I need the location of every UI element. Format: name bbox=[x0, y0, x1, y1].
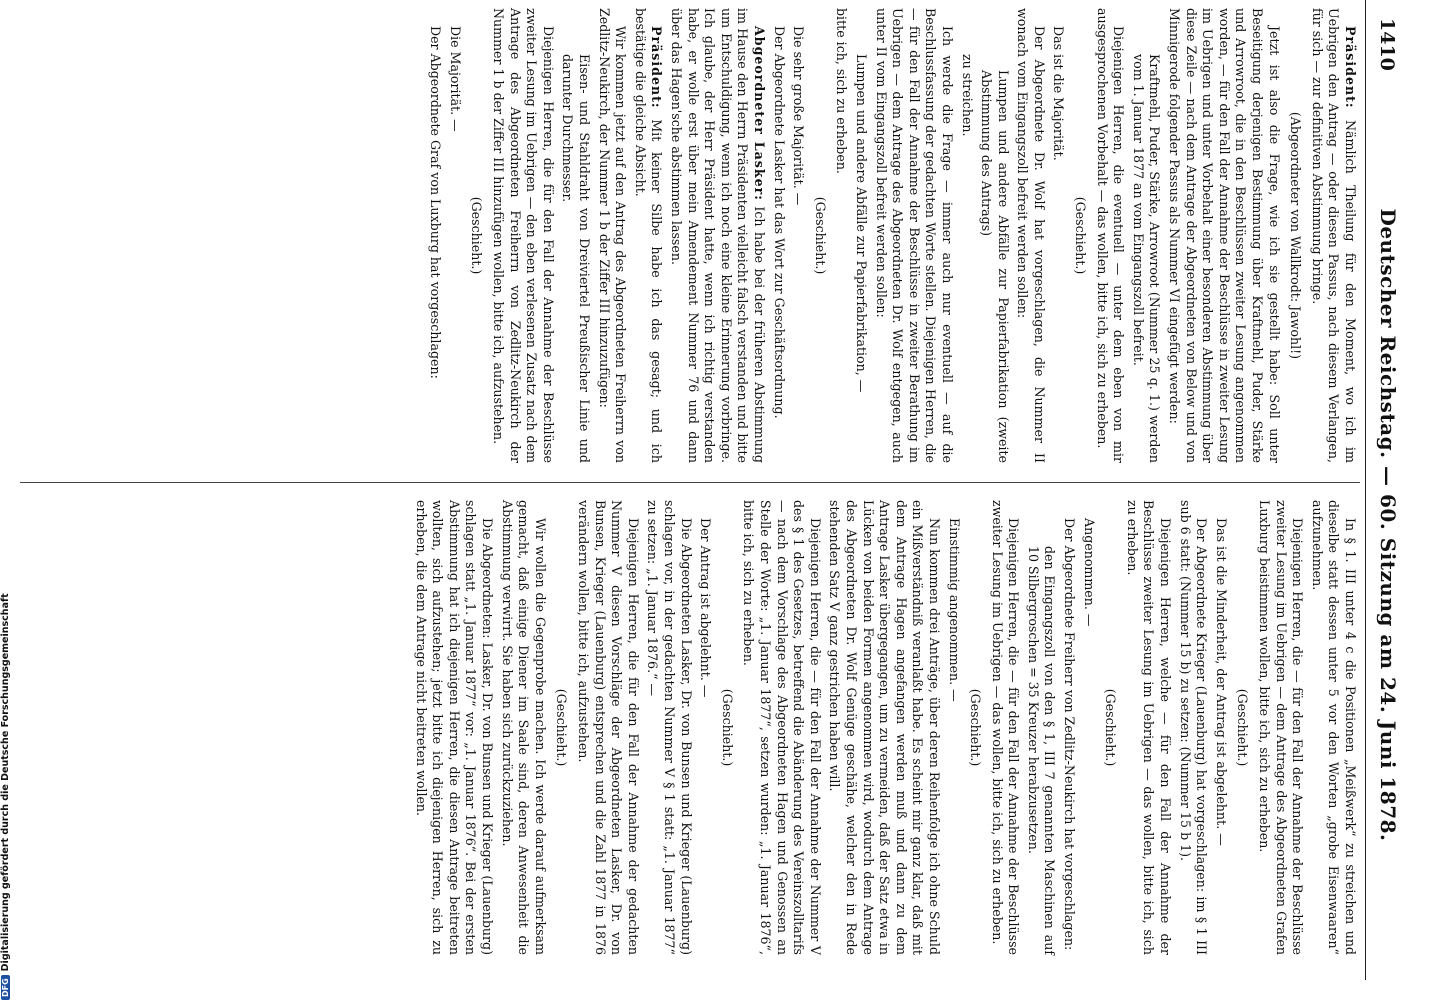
paragraph-text: Wir wollen die Gegenprobe machen. Ich werde darauf aufmerksam gemacht, daß einige Diener im Saale sind, deren Anwesenheit die Abstimmung verwirrt. Sie haben sich zurückzuziehen. bbox=[499, 500, 548, 955]
quoted-motion: Kraftmehl, Puder, Stärke, Arrowroot (Nummer 25 q. 1.) werden vom 1. Januar 1877 an vom Eingangszoll befreit. bbox=[1130, 54, 1163, 463]
stage-direction: (Geschieht.) bbox=[1103, 688, 1119, 767]
stage-direction: (Geschieht.) bbox=[719, 688, 735, 767]
paragraph-text: Die Abgeordneten Lasker, Dr. von Bunsen und Krieger (Lauenburg) schlagen vor, in der gedachten Nummer V § 1 statt: „1. Januar 1877“ zu setzen: „1. Januar 1876.“ — bbox=[645, 500, 694, 955]
stage-direction: (Geschieht.) bbox=[968, 688, 984, 767]
paragraph bbox=[574, 500, 640, 955]
paragraph bbox=[595, 8, 628, 463]
paragraph bbox=[1123, 500, 1173, 955]
paragraph-text: Angenommen. — bbox=[1081, 518, 1097, 627]
speaker-name: Präsident: bbox=[649, 26, 665, 109]
paragraph-text: Das ist die Majorität. bbox=[1051, 26, 1067, 161]
paragraph-text: Diejenigen Herren, die für den Fall der Annahme der gedachten Nummer V diesen Vorschläge der Abgeordneten Lasker, Dr. von Bunsen, Krieger (Lauenburg) entsprechen und die Zahl 1877 in 1876 verändern wollen, bitte ich, aufzustehen. bbox=[576, 500, 641, 955]
quoted-motion: den Eingangszoll von den § 1, III 7 genannten Maschinen auf 10 Silbergroschen = 35 Kreuzer herabzusetzen. bbox=[1025, 546, 1058, 955]
paragraph bbox=[1176, 500, 1209, 955]
stage-direction: (Geschieht.) bbox=[554, 688, 570, 767]
paragraph-text: Nämlich Theilung für den Moment, wo ich im Uebrigen den Antrag — oder diesen Passus, nach diesem Verlangen, für sich — zur definitiven Abstimmung bringe. bbox=[1309, 8, 1358, 463]
dfg-logo: DFG bbox=[1, 975, 10, 1000]
paragraph bbox=[1308, 500, 1358, 955]
paragraph bbox=[1212, 500, 1229, 955]
right-column bbox=[18, 500, 1358, 955]
paragraph bbox=[1080, 500, 1097, 955]
paragraph bbox=[667, 8, 767, 463]
quoted-motion: Lumpen und andere Abfälle zur Papierfabrikation, — bbox=[853, 54, 869, 393]
stage-direction: (Geschieht.) bbox=[1073, 196, 1089, 275]
page-number: 1410 bbox=[1376, 18, 1398, 71]
paragraph-text: Diejenigen Herren, welche — für den Fall der Annahme der Beschlüsse zweiter Lesung im Uebrigen — das wollen, bitte ich, sich zu erheben. bbox=[1124, 500, 1174, 955]
paragraph bbox=[631, 8, 664, 463]
paragraph-text: Nun kommen drei Anträge, über deren Reihenfolge ich ohne Schuld ein Mißverständniß veranlaßt habe. Es scheint mir ganz klar, daß mit dem Antrage Hagen angefangen werden muß und dann zu dem Antrage Lasker übergegangen, um zu vermeiden, daß der Satz etwa in Lücken von beiden Formen angenommen wird, wodurch dem Antrage des Abgeordneten Dr. Wolf Genüge geschähe, welcher den in Rede stehenden Satz V ganz gestrichen haben will. bbox=[827, 500, 942, 955]
paragraph bbox=[945, 500, 962, 955]
running-title: Deutscher Reichstag. — 60. Sitzung am 24. Juni 1878. bbox=[1376, 208, 1400, 842]
paragraph bbox=[1014, 8, 1047, 463]
paragraph-text: Diejenigen Herren, die — für den Fall der Annahme der Beschlüsse zweiter Lesung im Uebrigen — das wollen, bitte ich, sich zu erheben. bbox=[989, 500, 1022, 955]
paragraph bbox=[1165, 8, 1281, 463]
paragraph-text: Die sehr große Majorität. — bbox=[791, 26, 807, 206]
paragraph-text: Die Abgeordneten: Lasker, Dr. von Bunsen und Krieger (Lauenburg) schlagen statt „1. Januar 1877“ vor: „1. Januar 1876“. Bei der ersten Abstimmung hat ich diejenigen Herren, die diesen Antrage beitreten wollten, sich aufzustehen; jetzt bitte ich diejenigen Herren, sich zu erheben, die dem Antrage nicht beitreten wollen. bbox=[413, 500, 496, 955]
quoted-motion: Lumpen und andere Abfälle zur Papierfabrikation (zweite Abstimmung des Antrags) bbox=[979, 70, 1011, 463]
paragraph-text: Der Antrag ist abgelehnt. — bbox=[698, 518, 714, 698]
paragraph bbox=[498, 500, 548, 955]
stage-direction: (Geschieht.) bbox=[469, 196, 485, 275]
paragraph-text: Der Abgeordnete Dr. Wolf hat vorgeschlagen, die Nummer II wonach vom Eingangszoll befreit werden sollen: bbox=[1015, 8, 1047, 463]
paragraph bbox=[1093, 8, 1126, 463]
paragraph bbox=[427, 8, 444, 463]
paragraph bbox=[1308, 8, 1358, 463]
paragraph-text: In § 1. III unter 4 c die Positionen „Meißwerk“ zu streichen und dieselbe statt dessen unter 5 vor den Worten „grobe Eisenwaaren“ aufzunehmen. bbox=[1309, 500, 1358, 955]
paragraph-text: Ich habe bei der früheren Abstimmung im Hause den Herrn Präsidenten vielleicht falsch verstanden und bitte um Entschuldigung, wenn ich noch eine kleine Erinnerung vorbringe. Ich glaube, der Herr Präsident hatte, wenn ich richtig verstanden habe, er wolle erst über mein Amendement Nummer 76 und dann über das Hagen'sche abstimmen lassen. bbox=[669, 8, 767, 463]
paragraph bbox=[490, 8, 556, 463]
paragraph bbox=[412, 500, 495, 955]
stage-direction: (Geschieht.) bbox=[812, 196, 828, 275]
quoted-motion: Eisen- und Stahldraht von Dreiviertel Preußischer Linie und darunter Durchmesser. bbox=[560, 54, 593, 463]
paragraph bbox=[697, 500, 714, 955]
paragraph bbox=[872, 8, 955, 463]
speaker-name: Präsident: bbox=[1343, 26, 1358, 109]
paragraph bbox=[1255, 500, 1305, 955]
paragraph-text: Diejenigen Herren, die eventuell — unter dem eben von mir ausgesprochenen Vorbehalt — das wollen, bitte ich, sich zu erheben. bbox=[1094, 8, 1127, 463]
paragraph-text: Mit keiner Silbe habe ich das gesagt; und ich bestätige die gleiche Absicht. bbox=[632, 8, 665, 463]
quoted-motion: zu streichen. bbox=[959, 54, 975, 137]
paragraph bbox=[826, 500, 942, 955]
paragraph bbox=[770, 8, 787, 463]
paragraph-text: Der Abgeordnete Freiherr von Zedlitz-Neukirch hat vorgeschlagen: bbox=[1062, 518, 1078, 951]
paragraph bbox=[988, 500, 1021, 955]
paragraph bbox=[446, 8, 463, 463]
paragraph-text: Diejenigen Herren, die für den Fall der Annahme der Beschlüsse zweiter Lesung im Uebrigen — den eben verlesenen Zusatz nach dem Antrage des Abgeordneten Freiherrn von Zedlitz-Neukirch der Nummer 1 b der Ziffer III hinzufügen wollen, bitte ich, aufzustehen. bbox=[491, 8, 556, 463]
paragraph-text: Diejenigen Herren, die — für den Fall der Annahme der Beschlüsse zweiter Lesung im Uebrigen — dem Antrage des Abgeordneten Grafen Luxburg beistimmen wollen, bitte ich, sich zu erheben. bbox=[1257, 500, 1306, 955]
paragraph bbox=[1050, 8, 1067, 463]
paragraph-text: Diejenigen Herren, die — für den Fall der Annahme der Nummer V des § 1 des Gesetzes, betreffend die Abänderung des Vereinszolltarifs — nach dem Vorschlage des Abgeordneten Hagen und Genossen an Stelle der Worte: „1. Januar 1877“, setzen wurden: „1. Januar 1876“, bitte ich, sich zu erheben. bbox=[741, 500, 823, 955]
paragraph-text: Der Abgeordnete Lasker hat das Wort zur Geschäftsordnung. bbox=[771, 26, 787, 419]
column-divider bbox=[20, 482, 1360, 483]
paragraph-text: Die Majorität. — bbox=[447, 26, 463, 132]
paragraph bbox=[1061, 500, 1078, 955]
stage-direction: (Abgeordneter von Wallkrodt: Jawohl!) bbox=[1288, 111, 1304, 360]
footer-text: Digitalisierung gefördert durch die Deutsche Forschungsgemeinschaft bbox=[0, 593, 11, 972]
paragraph-text: Ich werde die Frage — immer auch nur eventuell — auf die Beschlussfassung der gedachten Worte stellen. Diejenigen Herren, die — für den Fall der Annahme der Beschlüsse in zweiter Berathung im Uebrigen — dem Antrage des Abgeordneten Dr. Wolf entgegen, auch unter II vom Eingangszoll befreit werden sollen: bbox=[873, 8, 955, 463]
paragraph-text: Das ist die Minderheit, der Antrag ist abgelehnt. — bbox=[1213, 518, 1229, 846]
paragraph-text: Wir kommen jetzt auf den Antrag des Abgeordneten Freiherrn von Zedlitz-Neukirch, der Nummer 1 b der Ziffer III hinzuzufügen: bbox=[596, 8, 629, 463]
paragraph-text: Einstimmig angenommen. — bbox=[946, 518, 962, 702]
paragraph bbox=[644, 500, 694, 955]
paragraph-text: Der Abgeordnete Graf von Luxburg hat vorgeschlagen: bbox=[428, 26, 444, 379]
footer-credit bbox=[0, 0, 16, 1000]
paragraph-text: Jetzt ist also die Frage, wie ich sie gestellt habe: Soll unter Beseitigung derjenigen Bestimmung über Kraftmehl, Puder, Stärke und Arrowroot, die in den Beschlüssen zweiter Lesung angenommen worden, — für den Fall der Annahme der Beschlüsse in zweiter Lesung im Uebrigen und unter Vorbehalt einer besonderen Abstimmung über diese Zeile — nach dem Antrage der Abgeordneten von Below und von Minnigerode folgender Passus als Nummer VI eingefügt werden: bbox=[1167, 8, 1282, 463]
paragraph bbox=[740, 500, 823, 955]
speaker-name: Abgeordneter Lasker: bbox=[752, 26, 767, 201]
paragraph: bitte ich, sich zu erheben. bbox=[834, 8, 850, 174]
stage-direction: (Geschieht.) bbox=[1235, 688, 1251, 767]
left-column bbox=[18, 8, 1358, 463]
page-header bbox=[1365, 0, 1402, 980]
paragraph bbox=[790, 8, 807, 463]
paragraph-text: Der Abgeordnete Krieger (Lauenburg) hat vorgeschlagen: im § 1 III sub 6 statt: (Nummer 15 b) zu setzen: (Nummer 15 b 1). bbox=[1177, 500, 1210, 955]
